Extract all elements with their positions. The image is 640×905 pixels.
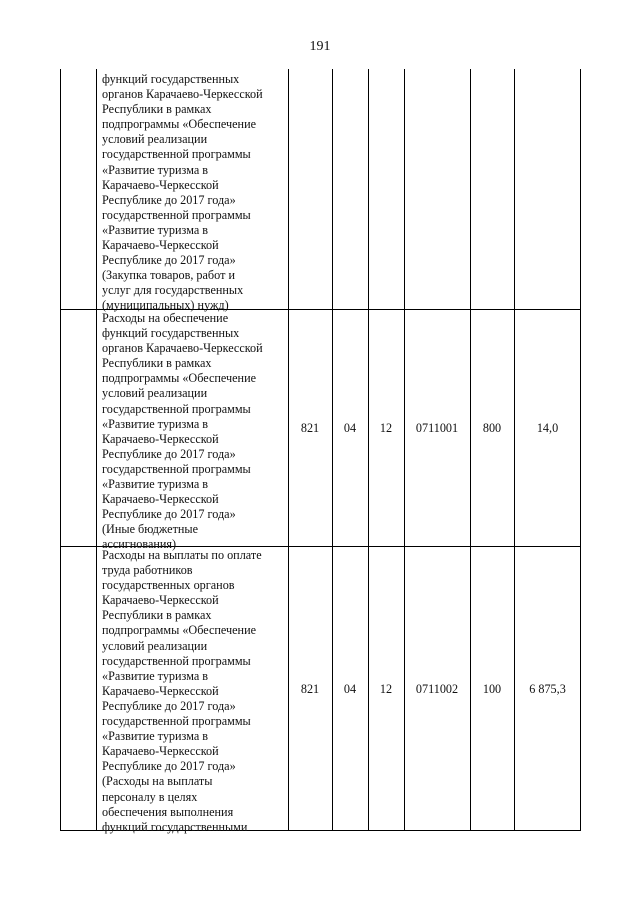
budget-table <box>60 69 581 834</box>
target-article-code: 0711002 <box>415 682 459 696</box>
page-number: 191 <box>309 39 331 54</box>
column-divider <box>96 69 97 831</box>
vedomstvo-code: 821 <box>300 421 320 435</box>
amount: 6 875,3 <box>529 682 566 696</box>
vedomstvo-code: 821 <box>300 682 320 696</box>
razdel-code: 04 <box>343 682 357 696</box>
podrazdel-code: 12 <box>379 421 393 435</box>
column-divider <box>470 69 471 831</box>
column-divider <box>288 69 289 831</box>
column-divider <box>404 69 405 831</box>
target-article-code: 0711001 <box>415 421 459 435</box>
row-description: Расходы на выплаты по оплате труда работников государственных органов Карачаево-Черкесской Республики в рамках подпрограммы «Обеспечение условий реализации государственной программы «Развитие туризма в Карачаево-Черкесской Республике до 2017 года» государственной программы «Развитие туризма в Карачаево-Черкесской Республике до 2017 года» (Расходы на выплаты персоналу в целях обеспечения выполнения функций государственными <box>102 548 262 834</box>
column-divider <box>332 69 333 831</box>
row-description: Расходы на обеспечение функций государственных органов Карачаево-Черкесской Республики в рамках подпрограммы «Обеспечение условий реализации государственной программы «Развитие туризма в Карачаево-Черкесской Республике до 2017 года» государственной программы «Развитие туризма в Карачаево-Черкесской Республике до 2017 года» (Иные бюджетные ассигнования) <box>102 311 263 552</box>
column-divider <box>368 69 369 831</box>
expense-type-code: 100 <box>482 682 502 696</box>
expense-type-code: 800 <box>482 421 502 435</box>
amount: 14,0 <box>536 421 559 435</box>
razdel-code: 04 <box>343 421 357 435</box>
table-border-right <box>580 69 581 831</box>
row-description: функций государственных органов Карачаево-Черкесской Республики в рамках подпрограммы «Обеспечение условий реализации государственной программы «Развитие туризма в Карачаево-Черкесской Республике до 2017 года» государственной программы «Развитие туризма в Карачаево-Черкесской Республике до 2017 года» (Закупка товаров, работ и услуг для государственных (муниципальных) нужд) <box>102 72 263 313</box>
podrazdel-code: 12 <box>379 682 393 696</box>
table-border-left <box>60 69 61 831</box>
column-divider <box>514 69 515 831</box>
